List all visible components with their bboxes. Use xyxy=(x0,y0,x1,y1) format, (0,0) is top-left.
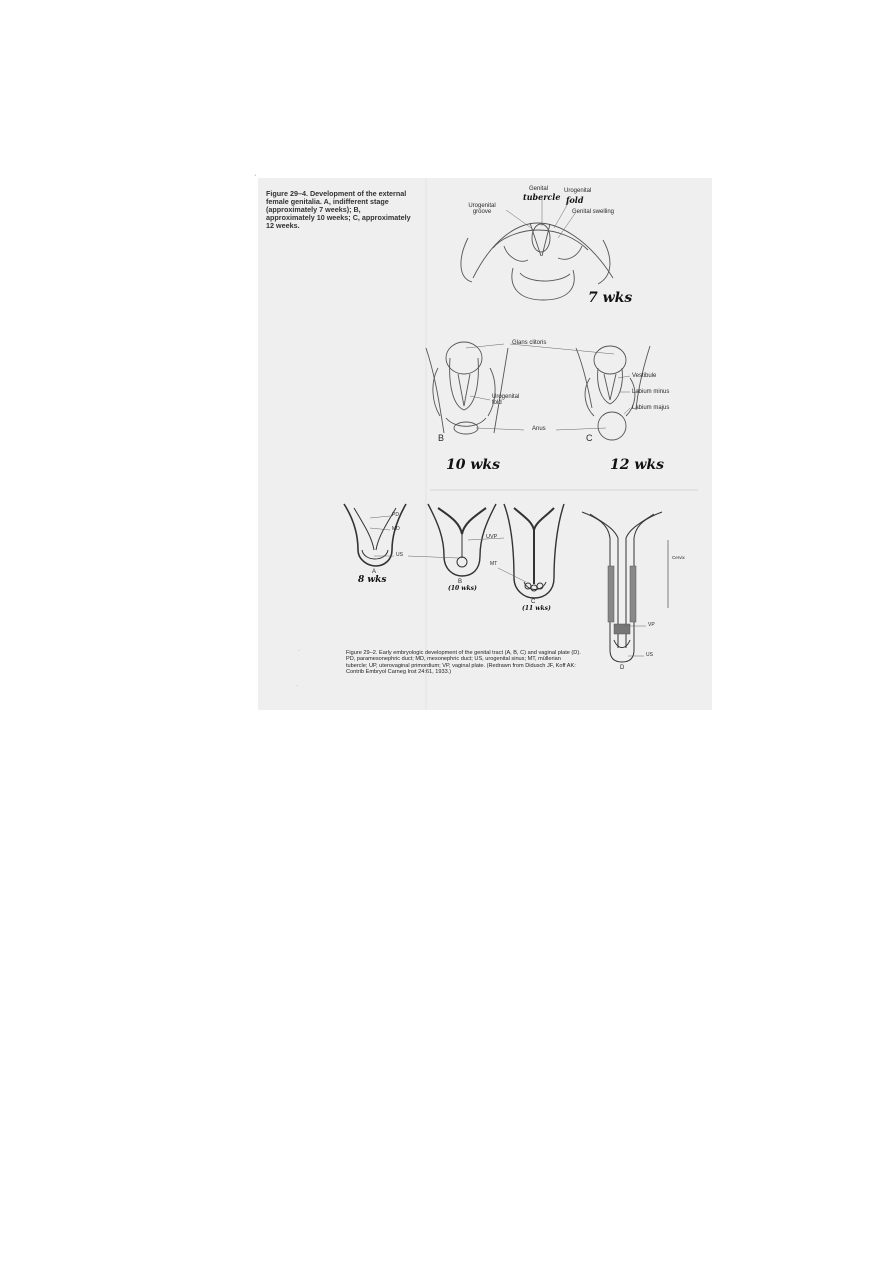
handwritten-8-weeks: 8 wks xyxy=(358,575,387,585)
label-cervix: Cervix xyxy=(672,555,685,560)
label-pd: PD xyxy=(392,512,399,518)
label-md: MD xyxy=(392,526,400,532)
handwritten-10-weeks: 10 wks xyxy=(446,457,500,473)
handwritten-11-weeks: (11 wks) xyxy=(522,605,551,612)
figure-29-2-caption: Figure 29–2. Early embryologic development of the genital tract (A, B, C) and vaginal plate (D). PD, paramesonephric duct; MD, mesonephric duct; US, urogenital sinus; MT, müllerian tubercle; UP, uterovaginal primordium; VP, vaginal plate. (Redrawn from Didusch JF, Koff AK: Contrib Embryol Carneg Inst 24:61, 1933.) xyxy=(346,650,581,675)
label-uvp: UVP xyxy=(486,534,498,540)
label-genital-tubercle-typed: Genital xyxy=(529,186,549,192)
scan-dot-1: · xyxy=(298,648,300,654)
scan-mark: · xyxy=(254,172,257,179)
panel-label-b-lower: B xyxy=(458,579,463,585)
drawing-7-weeks xyxy=(461,223,613,300)
label-genital-tubercle-handwritten: tubercle xyxy=(523,192,561,202)
handwritten-10-weeks-lower: (10 wks) xyxy=(448,585,477,592)
panel-label-d-lower: D xyxy=(620,665,625,671)
scan-dot-2: · xyxy=(296,683,298,689)
label-urogenital-fold-handwritten: fold xyxy=(566,195,584,205)
label-labium-minus: Labium minus xyxy=(632,389,670,395)
label-us: US xyxy=(396,552,403,558)
vaginal-plate-diagram xyxy=(582,512,668,662)
anatomy-drawings xyxy=(258,178,712,710)
label-genital-swelling: Genital swelling xyxy=(572,209,615,215)
panel-label-b: B xyxy=(438,433,445,443)
panel-label-c-lower: C xyxy=(531,599,536,605)
panel-label-a-lower: A xyxy=(372,569,377,575)
label-vestibule: Vestibule xyxy=(632,373,657,379)
label-glans-clitoris: Glans clitoris xyxy=(512,340,547,346)
handwritten-12-weeks: 12 wks xyxy=(610,457,664,473)
label-urogenital-fold-typed: Urogenital xyxy=(564,188,592,194)
label-anus: Anus xyxy=(532,426,546,432)
figure-29-4-caption: Figure 29–4. Development of the external female genitalia. A, indifferent stage (approximately 7 weeks); B, approximately 10 weeks; C, approximately 12 weeks. xyxy=(266,189,411,230)
label-mt: MT xyxy=(490,561,498,567)
panel-label-c: C xyxy=(586,433,593,443)
label-labium-majus: Labium majus xyxy=(632,405,670,411)
handwritten-7-weeks: 7 wks xyxy=(588,290,633,306)
label-urogenital-fold-b: Urogenital fold xyxy=(492,394,520,407)
label-vp: VP xyxy=(648,622,655,628)
scanned-figure-page xyxy=(258,178,712,710)
label-us-d: US xyxy=(646,652,653,658)
label-urogenital-groove: Urogenital groove xyxy=(468,203,496,216)
drawing-10-weeks xyxy=(426,342,508,434)
